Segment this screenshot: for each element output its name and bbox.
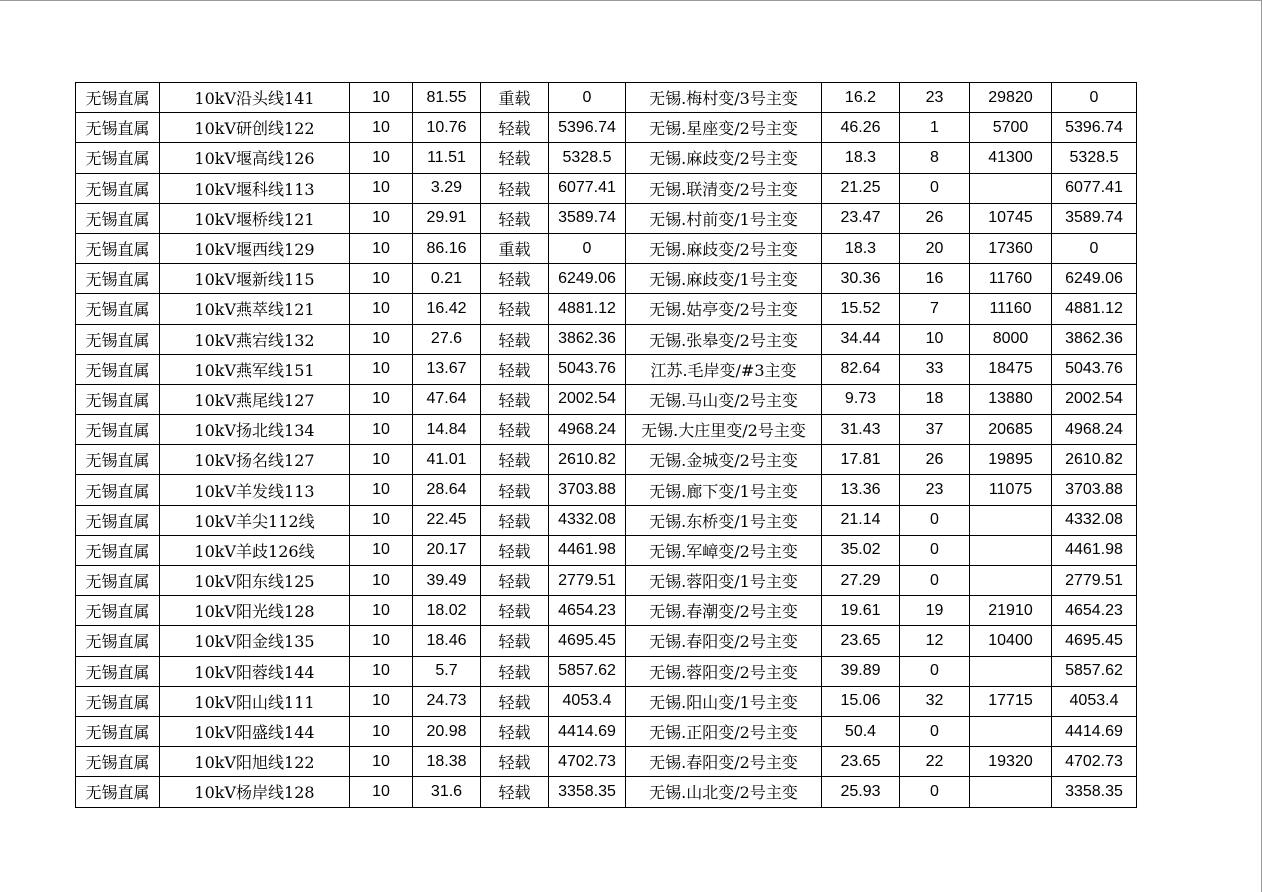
remaining-capacity-cell[interactable]: 2002.54 bbox=[1052, 384, 1137, 414]
user-count-cell[interactable]: 26 bbox=[900, 445, 970, 475]
table-row bbox=[76, 596, 1137, 626]
capacity-cell[interactable]: 11760 bbox=[970, 264, 1052, 294]
company-cell[interactable]: 无锡直属 bbox=[76, 505, 160, 535]
feeder-line-cell[interactable]: 10kV阳盛线144 bbox=[160, 716, 350, 746]
feeder-line-cell[interactable]: 10kV堰西线129 bbox=[160, 233, 350, 263]
remaining-capacity-cell[interactable]: 4414.69 bbox=[1052, 716, 1137, 746]
load-rate-cell[interactable]: 13.67 bbox=[413, 354, 481, 384]
capacity-cell[interactable] bbox=[970, 505, 1052, 535]
voltage-cell[interactable]: 10 bbox=[350, 475, 413, 505]
table-row bbox=[76, 264, 1137, 294]
load-rate-cell[interactable]: 22.45 bbox=[413, 505, 481, 535]
feeder-line-cell[interactable]: 10kV燕宕线132 bbox=[160, 324, 350, 354]
voltage-cell[interactable]: 10 bbox=[350, 626, 413, 656]
voltage-cell[interactable]: 10 bbox=[350, 777, 413, 807]
load-rate-cell[interactable]: 3.29 bbox=[413, 173, 481, 203]
available-capacity-cell[interactable]: 3358.35 bbox=[549, 777, 626, 807]
voltage-cell[interactable]: 10 bbox=[350, 324, 413, 354]
capacity-cell[interactable] bbox=[970, 173, 1052, 203]
company-cell[interactable]: 无锡直属 bbox=[76, 294, 160, 324]
capacity-cell[interactable]: 10745 bbox=[970, 203, 1052, 233]
feeder-line-cell[interactable]: 10kV沿头线141 bbox=[160, 83, 350, 113]
feeder-line-cell[interactable]: 10kV羊发线113 bbox=[160, 475, 350, 505]
feeder-line-cell[interactable]: 10kV阳金线135 bbox=[160, 626, 350, 656]
feeder-line-cell[interactable]: 10kV阳旭线122 bbox=[160, 747, 350, 777]
feeder-line-cell[interactable]: 10kV研创线122 bbox=[160, 113, 350, 143]
capacity-cell[interactable]: 20685 bbox=[970, 415, 1052, 445]
remaining-capacity-cell[interactable]: 4702.73 bbox=[1052, 747, 1137, 777]
load-status-cell[interactable]: 重载 bbox=[481, 83, 549, 113]
user-count-cell[interactable]: 8 bbox=[900, 143, 970, 173]
remaining-capacity-cell[interactable]: 5396.74 bbox=[1052, 113, 1137, 143]
table-row bbox=[76, 233, 1137, 263]
transformer-load-cell[interactable]: 15.52 bbox=[822, 294, 900, 324]
substation-transformer-cell[interactable]: 无锡.姑亭变/2号主变 bbox=[626, 294, 822, 324]
load-status-cell[interactable]: 轻载 bbox=[481, 716, 549, 746]
company-cell[interactable]: 无锡直属 bbox=[76, 566, 160, 596]
table-row bbox=[76, 686, 1137, 716]
remaining-capacity-cell[interactable]: 5043.76 bbox=[1052, 354, 1137, 384]
load-rate-cell[interactable]: 81.55 bbox=[413, 83, 481, 113]
table-row bbox=[76, 716, 1137, 746]
load-status-cell[interactable]: 轻载 bbox=[481, 113, 549, 143]
available-capacity-cell[interactable]: 4654.23 bbox=[549, 596, 626, 626]
transformer-load-cell[interactable]: 23.47 bbox=[822, 203, 900, 233]
load-rate-cell[interactable]: 18.38 bbox=[413, 747, 481, 777]
table-row bbox=[76, 505, 1137, 535]
voltage-cell[interactable]: 10 bbox=[350, 233, 413, 263]
feeder-load-table bbox=[75, 82, 1137, 808]
transformer-load-cell[interactable]: 46.26 bbox=[822, 113, 900, 143]
feeder-line-cell[interactable]: 10kV燕尾线127 bbox=[160, 384, 350, 414]
voltage-cell[interactable]: 10 bbox=[350, 445, 413, 475]
available-capacity-cell[interactable]: 5857.62 bbox=[549, 656, 626, 686]
load-status-cell[interactable]: 轻载 bbox=[481, 173, 549, 203]
voltage-cell[interactable]: 10 bbox=[350, 415, 413, 445]
capacity-cell[interactable] bbox=[970, 656, 1052, 686]
table-row bbox=[76, 535, 1137, 565]
table-row bbox=[76, 83, 1137, 113]
user-count-cell[interactable]: 0 bbox=[900, 566, 970, 596]
company-cell[interactable]: 无锡直属 bbox=[76, 777, 160, 807]
table-row bbox=[76, 445, 1137, 475]
remaining-capacity-cell[interactable]: 4695.45 bbox=[1052, 626, 1137, 656]
table-row bbox=[76, 143, 1137, 173]
user-count-cell[interactable]: 23 bbox=[900, 475, 970, 505]
capacity-cell[interactable]: 11075 bbox=[970, 475, 1052, 505]
remaining-capacity-cell[interactable]: 4654.23 bbox=[1052, 596, 1137, 626]
remaining-capacity-cell[interactable]: 4332.08 bbox=[1052, 505, 1137, 535]
load-rate-cell[interactable]: 18.46 bbox=[413, 626, 481, 656]
load-rate-cell[interactable]: 14.84 bbox=[413, 415, 481, 445]
load-status-cell[interactable]: 轻载 bbox=[481, 686, 549, 716]
company-cell[interactable]: 无锡直属 bbox=[76, 475, 160, 505]
load-rate-cell[interactable]: 16.42 bbox=[413, 294, 481, 324]
transformer-load-cell[interactable]: 18.3 bbox=[822, 143, 900, 173]
feeder-line-cell[interactable]: 10kV羊歧126线 bbox=[160, 535, 350, 565]
company-cell[interactable]: 无锡直属 bbox=[76, 686, 160, 716]
table-row bbox=[76, 324, 1137, 354]
load-status-cell[interactable]: 轻载 bbox=[481, 777, 549, 807]
available-capacity-cell[interactable]: 6249.06 bbox=[549, 264, 626, 294]
remaining-capacity-cell[interactable]: 6249.06 bbox=[1052, 264, 1137, 294]
capacity-cell[interactable] bbox=[970, 716, 1052, 746]
table-row bbox=[76, 566, 1137, 596]
remaining-capacity-cell[interactable]: 4968.24 bbox=[1052, 415, 1137, 445]
feeder-line-cell[interactable]: 10kV堰桥线121 bbox=[160, 203, 350, 233]
table-row bbox=[76, 777, 1137, 807]
feeder-line-cell[interactable]: 10kV堰科线113 bbox=[160, 173, 350, 203]
load-status-cell[interactable]: 轻载 bbox=[481, 445, 549, 475]
table-row bbox=[76, 203, 1137, 233]
transformer-load-cell[interactable]: 15.06 bbox=[822, 686, 900, 716]
feeder-line-cell[interactable]: 10kV堰新线115 bbox=[160, 264, 350, 294]
load-rate-cell[interactable]: 29.91 bbox=[413, 203, 481, 233]
company-cell[interactable]: 无锡直属 bbox=[76, 445, 160, 475]
table-body bbox=[76, 83, 1137, 808]
company-cell[interactable]: 无锡直属 bbox=[76, 535, 160, 565]
table-row bbox=[76, 475, 1137, 505]
user-count-cell[interactable]: 18 bbox=[900, 384, 970, 414]
company-cell[interactable]: 无锡直属 bbox=[76, 233, 160, 263]
feeder-line-cell[interactable]: 10kV扬北线134 bbox=[160, 415, 350, 445]
load-rate-cell[interactable]: 20.98 bbox=[413, 716, 481, 746]
capacity-cell[interactable]: 19320 bbox=[970, 747, 1052, 777]
available-capacity-cell[interactable]: 6077.41 bbox=[549, 173, 626, 203]
substation-transformer-cell[interactable]: 无锡.麻歧变/1号主变 bbox=[626, 264, 822, 294]
user-count-cell[interactable]: 19 bbox=[900, 596, 970, 626]
transformer-load-cell[interactable]: 27.29 bbox=[822, 566, 900, 596]
feeder-line-cell[interactable]: 10kV燕军线151 bbox=[160, 354, 350, 384]
user-count-cell[interactable]: 0 bbox=[900, 716, 970, 746]
substation-transformer-cell[interactable]: 无锡.正阳变/2号主变 bbox=[626, 716, 822, 746]
available-capacity-cell[interactable]: 5328.5 bbox=[549, 143, 626, 173]
feeder-line-cell[interactable]: 10kV阳蓉线144 bbox=[160, 656, 350, 686]
load-status-cell[interactable]: 轻载 bbox=[481, 535, 549, 565]
transformer-load-cell[interactable]: 23.65 bbox=[822, 747, 900, 777]
remaining-capacity-cell[interactable]: 4881.12 bbox=[1052, 294, 1137, 324]
user-count-cell[interactable]: 0 bbox=[900, 535, 970, 565]
available-capacity-cell[interactable]: 0 bbox=[549, 83, 626, 113]
user-count-cell[interactable]: 26 bbox=[900, 203, 970, 233]
user-count-cell[interactable]: 16 bbox=[900, 264, 970, 294]
table-row bbox=[76, 415, 1137, 445]
feeder-line-cell[interactable]: 10kV羊尖112线 bbox=[160, 505, 350, 535]
capacity-cell[interactable]: 10400 bbox=[970, 626, 1052, 656]
load-rate-cell[interactable]: 31.6 bbox=[413, 777, 481, 807]
remaining-capacity-cell[interactable]: 5857.62 bbox=[1052, 656, 1137, 686]
substation-transformer-cell[interactable]: 江苏.毛岸变/#3主变 bbox=[626, 354, 822, 384]
transformer-load-cell[interactable]: 23.65 bbox=[822, 626, 900, 656]
user-count-cell[interactable]: 10 bbox=[900, 324, 970, 354]
available-capacity-cell[interactable]: 3862.36 bbox=[549, 324, 626, 354]
load-status-cell[interactable]: 轻载 bbox=[481, 626, 549, 656]
available-capacity-cell[interactable]: 2779.51 bbox=[549, 566, 626, 596]
substation-transformer-cell[interactable]: 无锡.金城变/2号主变 bbox=[626, 445, 822, 475]
capacity-cell[interactable] bbox=[970, 566, 1052, 596]
load-rate-cell[interactable]: 0.21 bbox=[413, 264, 481, 294]
remaining-capacity-cell[interactable]: 2779.51 bbox=[1052, 566, 1137, 596]
feeder-line-cell[interactable]: 10kV阳山线111 bbox=[160, 686, 350, 716]
substation-transformer-cell[interactable]: 无锡.联清变/2号主变 bbox=[626, 173, 822, 203]
user-count-cell[interactable]: 0 bbox=[900, 505, 970, 535]
transformer-load-cell[interactable]: 21.14 bbox=[822, 505, 900, 535]
transformer-load-cell[interactable]: 50.4 bbox=[822, 716, 900, 746]
available-capacity-cell[interactable]: 5396.74 bbox=[549, 113, 626, 143]
voltage-cell[interactable]: 10 bbox=[350, 294, 413, 324]
voltage-cell[interactable]: 10 bbox=[350, 656, 413, 686]
available-capacity-cell[interactable]: 4695.45 bbox=[549, 626, 626, 656]
company-cell[interactable]: 无锡直属 bbox=[76, 596, 160, 626]
substation-transformer-cell[interactable]: 无锡.春阳变/2号主变 bbox=[626, 626, 822, 656]
capacity-cell[interactable]: 5700 bbox=[970, 113, 1052, 143]
voltage-cell[interactable]: 10 bbox=[350, 113, 413, 143]
load-status-cell[interactable]: 轻载 bbox=[481, 505, 549, 535]
load-status-cell[interactable]: 轻载 bbox=[481, 656, 549, 686]
substation-transformer-cell[interactable]: 无锡.山北变/2号主变 bbox=[626, 777, 822, 807]
table-row bbox=[76, 173, 1137, 203]
load-rate-cell[interactable]: 5.7 bbox=[413, 656, 481, 686]
remaining-capacity-cell[interactable]: 2610.82 bbox=[1052, 445, 1137, 475]
voltage-cell[interactable]: 10 bbox=[350, 143, 413, 173]
user-count-cell[interactable]: 20 bbox=[900, 233, 970, 263]
capacity-cell[interactable]: 17360 bbox=[970, 233, 1052, 263]
remaining-capacity-cell[interactable]: 3358.35 bbox=[1052, 777, 1137, 807]
load-status-cell[interactable]: 轻载 bbox=[481, 566, 549, 596]
transformer-load-cell[interactable]: 9.73 bbox=[822, 384, 900, 414]
load-status-cell[interactable]: 轻载 bbox=[481, 596, 549, 626]
available-capacity-cell[interactable]: 4702.73 bbox=[549, 747, 626, 777]
substation-transformer-cell[interactable]: 无锡.村前变/1号主变 bbox=[626, 203, 822, 233]
company-cell[interactable]: 无锡直属 bbox=[76, 716, 160, 746]
capacity-cell[interactable]: 13880 bbox=[970, 384, 1052, 414]
load-rate-cell[interactable]: 41.01 bbox=[413, 445, 481, 475]
company-cell[interactable]: 无锡直属 bbox=[76, 384, 160, 414]
user-count-cell[interactable]: 0 bbox=[900, 173, 970, 203]
substation-transformer-cell[interactable]: 无锡.蓉阳变/2号主变 bbox=[626, 656, 822, 686]
substation-transformer-cell[interactable]: 无锡.马山变/2号主变 bbox=[626, 384, 822, 414]
load-status-cell[interactable]: 轻载 bbox=[481, 324, 549, 354]
voltage-cell[interactable]: 10 bbox=[350, 203, 413, 233]
table-row bbox=[76, 294, 1137, 324]
voltage-cell[interactable]: 10 bbox=[350, 173, 413, 203]
company-cell[interactable]: 无锡直属 bbox=[76, 415, 160, 445]
load-status-cell[interactable]: 轻载 bbox=[481, 475, 549, 505]
substation-transformer-cell[interactable]: 无锡.张皋变/2号主变 bbox=[626, 324, 822, 354]
remaining-capacity-cell[interactable]: 4053.4 bbox=[1052, 686, 1137, 716]
substation-transformer-cell[interactable]: 无锡.阳山变/1号主变 bbox=[626, 686, 822, 716]
available-capacity-cell[interactable]: 3589.74 bbox=[549, 203, 626, 233]
company-cell[interactable]: 无锡直属 bbox=[76, 626, 160, 656]
user-count-cell[interactable]: 22 bbox=[900, 747, 970, 777]
transformer-load-cell[interactable]: 19.61 bbox=[822, 596, 900, 626]
remaining-capacity-cell[interactable]: 4461.98 bbox=[1052, 535, 1137, 565]
company-cell[interactable]: 无锡直属 bbox=[76, 324, 160, 354]
substation-transformer-cell[interactable]: 无锡.春潮变/2号主变 bbox=[626, 596, 822, 626]
transformer-load-cell[interactable]: 16.2 bbox=[822, 83, 900, 113]
capacity-cell[interactable]: 17715 bbox=[970, 686, 1052, 716]
capacity-cell[interactable]: 21910 bbox=[970, 596, 1052, 626]
load-rate-cell[interactable]: 20.17 bbox=[413, 535, 481, 565]
substation-transformer-cell[interactable]: 无锡.军嶂变/2号主变 bbox=[626, 535, 822, 565]
capacity-cell[interactable]: 19895 bbox=[970, 445, 1052, 475]
load-status-cell[interactable]: 轻载 bbox=[481, 294, 549, 324]
feeder-line-cell[interactable]: 10kV燕萃线121 bbox=[160, 294, 350, 324]
table-row bbox=[76, 656, 1137, 686]
load-rate-cell[interactable]: 47.64 bbox=[413, 384, 481, 414]
voltage-cell[interactable]: 10 bbox=[350, 716, 413, 746]
transformer-load-cell[interactable]: 39.89 bbox=[822, 656, 900, 686]
voltage-cell[interactable]: 10 bbox=[350, 505, 413, 535]
company-cell[interactable]: 无锡直属 bbox=[76, 747, 160, 777]
load-status-cell[interactable]: 轻载 bbox=[481, 143, 549, 173]
transformer-load-cell[interactable]: 30.36 bbox=[822, 264, 900, 294]
transformer-load-cell[interactable]: 82.64 bbox=[822, 354, 900, 384]
substation-transformer-cell[interactable]: 无锡.大庄里变/2号主变 bbox=[626, 415, 822, 445]
voltage-cell[interactable]: 10 bbox=[350, 264, 413, 294]
substation-transformer-cell[interactable]: 无锡.东桥变/1号主变 bbox=[626, 505, 822, 535]
table-row bbox=[76, 384, 1137, 414]
capacity-cell[interactable]: 18475 bbox=[970, 354, 1052, 384]
load-status-cell[interactable]: 轻载 bbox=[481, 384, 549, 414]
capacity-cell[interactable]: 11160 bbox=[970, 294, 1052, 324]
feeder-line-cell[interactable]: 10kV阳光线128 bbox=[160, 596, 350, 626]
transformer-load-cell[interactable]: 18.3 bbox=[822, 233, 900, 263]
remaining-capacity-cell[interactable]: 3589.74 bbox=[1052, 203, 1137, 233]
available-capacity-cell[interactable]: 2610.82 bbox=[549, 445, 626, 475]
company-cell[interactable]: 无锡直属 bbox=[76, 354, 160, 384]
available-capacity-cell[interactable]: 4332.08 bbox=[549, 505, 626, 535]
available-capacity-cell[interactable]: 4968.24 bbox=[549, 415, 626, 445]
substation-transformer-cell[interactable]: 无锡.星座变/2号主变 bbox=[626, 113, 822, 143]
transformer-load-cell[interactable]: 13.36 bbox=[822, 475, 900, 505]
capacity-cell[interactable]: 8000 bbox=[970, 324, 1052, 354]
user-count-cell[interactable]: 23 bbox=[900, 83, 970, 113]
voltage-cell[interactable]: 10 bbox=[350, 354, 413, 384]
user-count-cell[interactable]: 12 bbox=[900, 626, 970, 656]
available-capacity-cell[interactable]: 4053.4 bbox=[549, 686, 626, 716]
feeder-line-cell[interactable]: 10kV阳东线125 bbox=[160, 566, 350, 596]
available-capacity-cell[interactable]: 4414.69 bbox=[549, 716, 626, 746]
load-status-cell[interactable]: 重载 bbox=[481, 233, 549, 263]
table-row bbox=[76, 354, 1137, 384]
substation-transformer-cell[interactable]: 无锡.蓉阳变/1号主变 bbox=[626, 566, 822, 596]
user-count-cell[interactable]: 33 bbox=[900, 354, 970, 384]
load-status-cell[interactable]: 轻载 bbox=[481, 203, 549, 233]
capacity-cell[interactable]: 29820 bbox=[970, 83, 1052, 113]
available-capacity-cell[interactable]: 0 bbox=[549, 233, 626, 263]
company-cell[interactable]: 无锡直属 bbox=[76, 264, 160, 294]
capacity-cell[interactable] bbox=[970, 777, 1052, 807]
user-count-cell[interactable]: 32 bbox=[900, 686, 970, 716]
transformer-load-cell[interactable]: 17.81 bbox=[822, 445, 900, 475]
user-count-cell[interactable]: 37 bbox=[900, 415, 970, 445]
company-cell[interactable]: 无锡直属 bbox=[76, 83, 160, 113]
voltage-cell[interactable]: 10 bbox=[350, 535, 413, 565]
substation-transformer-cell[interactable]: 无锡.梅村变/3号主变 bbox=[626, 83, 822, 113]
voltage-cell[interactable]: 10 bbox=[350, 747, 413, 777]
feeder-line-cell[interactable]: 10kV杨岸线128 bbox=[160, 777, 350, 807]
voltage-cell[interactable]: 10 bbox=[350, 83, 413, 113]
load-status-cell[interactable]: 轻载 bbox=[481, 747, 549, 777]
available-capacity-cell[interactable]: 5043.76 bbox=[549, 354, 626, 384]
remaining-capacity-cell[interactable]: 3703.88 bbox=[1052, 475, 1137, 505]
substation-transformer-cell[interactable]: 无锡.麻歧变/2号主变 bbox=[626, 233, 822, 263]
user-count-cell[interactable]: 0 bbox=[900, 777, 970, 807]
company-cell[interactable]: 无锡直属 bbox=[76, 113, 160, 143]
available-capacity-cell[interactable]: 4461.98 bbox=[549, 535, 626, 565]
company-cell[interactable]: 无锡直属 bbox=[76, 143, 160, 173]
transformer-load-cell[interactable]: 21.25 bbox=[822, 173, 900, 203]
table-row bbox=[76, 747, 1137, 777]
user-count-cell[interactable]: 0 bbox=[900, 656, 970, 686]
transformer-load-cell[interactable]: 31.43 bbox=[822, 415, 900, 445]
user-count-cell[interactable]: 1 bbox=[900, 113, 970, 143]
available-capacity-cell[interactable]: 4881.12 bbox=[549, 294, 626, 324]
feeder-line-cell[interactable]: 10kV扬名线127 bbox=[160, 445, 350, 475]
substation-transformer-cell[interactable]: 无锡.廊下变/1号主变 bbox=[626, 475, 822, 505]
load-status-cell[interactable]: 轻载 bbox=[481, 264, 549, 294]
company-cell[interactable]: 无锡直属 bbox=[76, 173, 160, 203]
company-cell[interactable]: 无锡直属 bbox=[76, 656, 160, 686]
available-capacity-cell[interactable]: 3703.88 bbox=[549, 475, 626, 505]
transformer-load-cell[interactable]: 34.44 bbox=[822, 324, 900, 354]
remaining-capacity-cell[interactable]: 5328.5 bbox=[1052, 143, 1137, 173]
capacity-cell[interactable]: 41300 bbox=[970, 143, 1052, 173]
company-cell[interactable]: 无锡直属 bbox=[76, 203, 160, 233]
voltage-cell[interactable]: 10 bbox=[350, 384, 413, 414]
remaining-capacity-cell[interactable]: 0 bbox=[1052, 233, 1137, 263]
available-capacity-cell[interactable]: 2002.54 bbox=[549, 384, 626, 414]
transformer-load-cell[interactable]: 35.02 bbox=[822, 535, 900, 565]
load-rate-cell[interactable]: 18.02 bbox=[413, 596, 481, 626]
load-rate-cell[interactable]: 11.51 bbox=[413, 143, 481, 173]
user-count-cell[interactable]: 7 bbox=[900, 294, 970, 324]
load-rate-cell[interactable]: 27.6 bbox=[413, 324, 481, 354]
load-rate-cell[interactable]: 24.73 bbox=[413, 686, 481, 716]
remaining-capacity-cell[interactable]: 6077.41 bbox=[1052, 173, 1137, 203]
load-rate-cell[interactable]: 39.49 bbox=[413, 566, 481, 596]
remaining-capacity-cell[interactable]: 0 bbox=[1052, 83, 1137, 113]
capacity-cell[interactable] bbox=[970, 535, 1052, 565]
feeder-line-cell[interactable]: 10kV堰高线126 bbox=[160, 143, 350, 173]
voltage-cell[interactable]: 10 bbox=[350, 566, 413, 596]
substation-transformer-cell[interactable]: 无锡.春阳变/2号主变 bbox=[626, 747, 822, 777]
voltage-cell[interactable]: 10 bbox=[350, 596, 413, 626]
transformer-load-cell[interactable]: 25.93 bbox=[822, 777, 900, 807]
table-row bbox=[76, 626, 1137, 656]
remaining-capacity-cell[interactable]: 3862.36 bbox=[1052, 324, 1137, 354]
load-rate-cell[interactable]: 86.16 bbox=[413, 233, 481, 263]
load-status-cell[interactable]: 轻载 bbox=[481, 415, 549, 445]
load-rate-cell[interactable]: 10.76 bbox=[413, 113, 481, 143]
substation-transformer-cell[interactable]: 无锡.麻歧变/2号主变 bbox=[626, 143, 822, 173]
voltage-cell[interactable]: 10 bbox=[350, 686, 413, 716]
table-row bbox=[76, 113, 1137, 143]
load-status-cell[interactable]: 轻载 bbox=[481, 354, 549, 384]
load-rate-cell[interactable]: 28.64 bbox=[413, 475, 481, 505]
